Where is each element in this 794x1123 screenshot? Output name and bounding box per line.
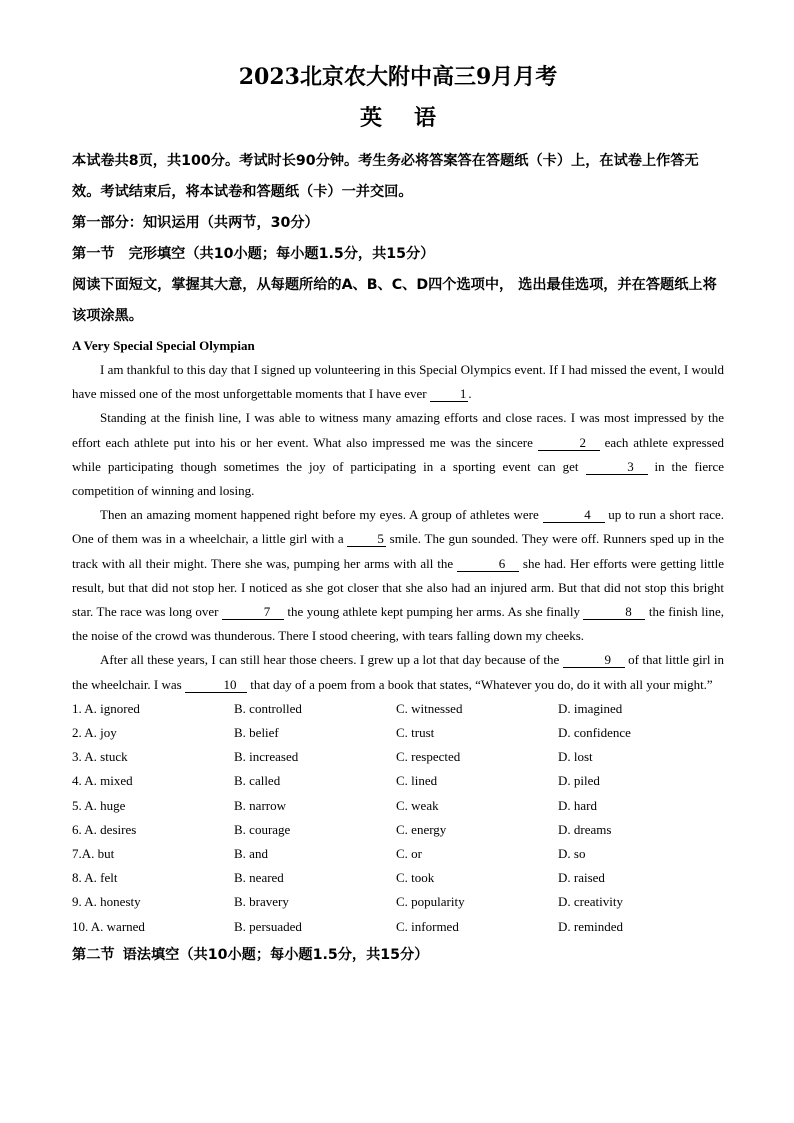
option-d: D. lost bbox=[558, 749, 593, 765]
text-run: she had. Her efforts were getting little result, but that did not stop her. I noticed as she got closer that she also had an injured arm. But that did not stop this bright star. The race was long over bbox=[72, 555, 724, 620]
option-d: D. raised bbox=[558, 870, 605, 886]
option-b: B. belief bbox=[234, 725, 279, 741]
text-run: up to run a short race. One of them was in a wheelchair, a little girl with a bbox=[72, 507, 725, 547]
option-row-10 bbox=[72, 915, 724, 939]
section2-heading bbox=[72, 941, 724, 969]
text-run: the finish line, the noise of the crowd was thunderous. There I stood cheering, with tears falling down my cheeks. bbox=[72, 604, 724, 644]
option-d: D. hard bbox=[558, 797, 597, 813]
option-c: C. witnessed bbox=[396, 700, 463, 716]
blank-2: 2 bbox=[538, 436, 600, 451]
passage-paragraph-4 bbox=[72, 648, 724, 696]
option-a: 4. A. mixed bbox=[72, 773, 133, 789]
text-run: smile. The gun sounded. They were off. Runners sped up in the track with all their might. There she was, pumping her arms with all the bbox=[72, 531, 724, 571]
blank-3: 3 bbox=[586, 460, 648, 475]
option-row-7 bbox=[72, 842, 724, 866]
answer-options bbox=[72, 697, 724, 939]
option-a: 8. A. felt bbox=[72, 870, 118, 886]
option-c: C. informed bbox=[396, 918, 459, 934]
option-c: C. weak bbox=[396, 797, 439, 813]
exam-title: 2023北京农大附中高三9月月考 bbox=[238, 64, 558, 90]
option-c: C. trust bbox=[396, 725, 435, 741]
text-run: the young athlete kept pumping her arms. As she finally bbox=[283, 604, 584, 620]
option-a: 5. A. huge bbox=[72, 797, 126, 813]
blank-7: 7 bbox=[222, 605, 284, 620]
option-d: D. creativity bbox=[558, 894, 623, 910]
option-a: 2. A. joy bbox=[72, 725, 117, 741]
option-row-5 bbox=[72, 794, 724, 818]
option-row-4 bbox=[72, 769, 724, 793]
option-a: 1. A. ignored bbox=[72, 700, 140, 716]
option-b: B. narrow bbox=[234, 797, 286, 813]
text-run: Then an amazing moment happened right before my eyes. A group of athletes were bbox=[100, 507, 543, 523]
option-b: B. increased bbox=[234, 749, 299, 765]
part1-title: 第一部分：知识运用（共两节，30分） bbox=[72, 215, 319, 231]
text-run: in the fierce competition of winning and losing. bbox=[72, 458, 724, 499]
blank-10: 10 bbox=[185, 678, 247, 693]
exam-instructions: 本试卷共8页，共100分。考试时长90分钟。考生务必将答案答在答题纸（卡）上，在试卷上作答无效。考试结束后，将本试卷和答题纸（卡）一并交回。 bbox=[72, 153, 699, 200]
exam-page bbox=[72, 58, 724, 969]
option-a: 3. A. stuck bbox=[72, 749, 128, 765]
section2-title: 语法填空（共10小题；每小题1.5分，共15分） bbox=[122, 946, 429, 963]
option-d: D. dreams bbox=[558, 821, 612, 837]
passage-paragraph-3 bbox=[72, 503, 724, 648]
option-b: B. and bbox=[234, 845, 268, 861]
text-run: of that little girl in the wheelchair. I was bbox=[72, 652, 724, 692]
option-a: 9. A. honesty bbox=[72, 894, 141, 910]
option-row-9 bbox=[72, 890, 724, 914]
blank-5: 5 bbox=[347, 532, 386, 547]
option-d: D. so bbox=[558, 845, 586, 861]
text-run: Standing at the finish line, I was able to witness many amazing efforts and close races. I was most impressed by the effort each athlete put into his or her event. What also impressed me was the sincere bbox=[72, 410, 724, 450]
option-a: 7.A. but bbox=[72, 845, 115, 861]
option-d: D. confidence bbox=[558, 725, 631, 741]
subject-title: 英语 bbox=[359, 105, 468, 131]
blank-8: 8 bbox=[583, 605, 645, 620]
passage-paragraph-2 bbox=[72, 406, 724, 503]
option-c: C. lined bbox=[396, 773, 438, 789]
option-c: C. respected bbox=[396, 749, 461, 765]
blank-1: 1 bbox=[430, 387, 469, 402]
option-row-1 bbox=[72, 697, 724, 721]
option-c: C. or bbox=[396, 845, 422, 861]
option-d: D. piled bbox=[558, 773, 600, 789]
option-d: D. imagined bbox=[558, 700, 623, 716]
option-a: 6. A. desires bbox=[72, 821, 137, 837]
blank-6: 6 bbox=[457, 557, 519, 572]
passage-paragraph-1 bbox=[72, 358, 724, 406]
option-b: B. neared bbox=[234, 870, 284, 886]
text-run: each athlete expressed while participating though sometimes the joy of participating in a sporting event can get bbox=[72, 434, 724, 474]
section2-label: 第二节 bbox=[72, 946, 115, 963]
text-run: that day of a poem from a book that states, “Whatever you do, do it with all your might.” bbox=[246, 676, 713, 692]
option-c: C. popularity bbox=[396, 894, 465, 910]
option-row-3 bbox=[72, 745, 724, 769]
text-run: After all these years, I can still hear those cheers. I grew up a lot that day because of the bbox=[100, 652, 563, 668]
blank-4: 4 bbox=[543, 508, 605, 523]
option-row-2 bbox=[72, 721, 724, 745]
option-b: B. controlled bbox=[234, 700, 302, 716]
section1-label: 第一节 bbox=[72, 246, 115, 262]
section1-heading bbox=[72, 239, 724, 270]
option-c: C. energy bbox=[396, 821, 447, 837]
option-c: C. took bbox=[396, 870, 435, 886]
section1-directions: 阅读下面短文，掌握其大意，从每题所给的A、B、C、D四个选项中， 选出最佳选项，并在答题纸上将该项涂黑。 bbox=[72, 277, 717, 324]
option-b: B. persuaded bbox=[234, 918, 302, 934]
option-a: 10. A. warned bbox=[72, 918, 145, 934]
option-d: D. reminded bbox=[558, 918, 623, 934]
option-b: B. called bbox=[234, 773, 281, 789]
text-run: I am thankful to this day that I signed up volunteering in this Special Olympics event. If I had missed the event, I would have missed one of the most unforgettable moments that I have ever bbox=[72, 362, 724, 402]
section1-title: 完形填空（共10小题；每小题1.5分，共15分） bbox=[128, 246, 435, 262]
text-run: . bbox=[468, 386, 472, 402]
option-b: B. bravery bbox=[234, 894, 289, 910]
option-row-8 bbox=[72, 866, 724, 890]
passage-title: A Very Special Special Olympian bbox=[72, 338, 255, 353]
blank-9: 9 bbox=[563, 653, 625, 668]
option-row-6 bbox=[72, 818, 724, 842]
option-b: B. courage bbox=[234, 821, 291, 837]
